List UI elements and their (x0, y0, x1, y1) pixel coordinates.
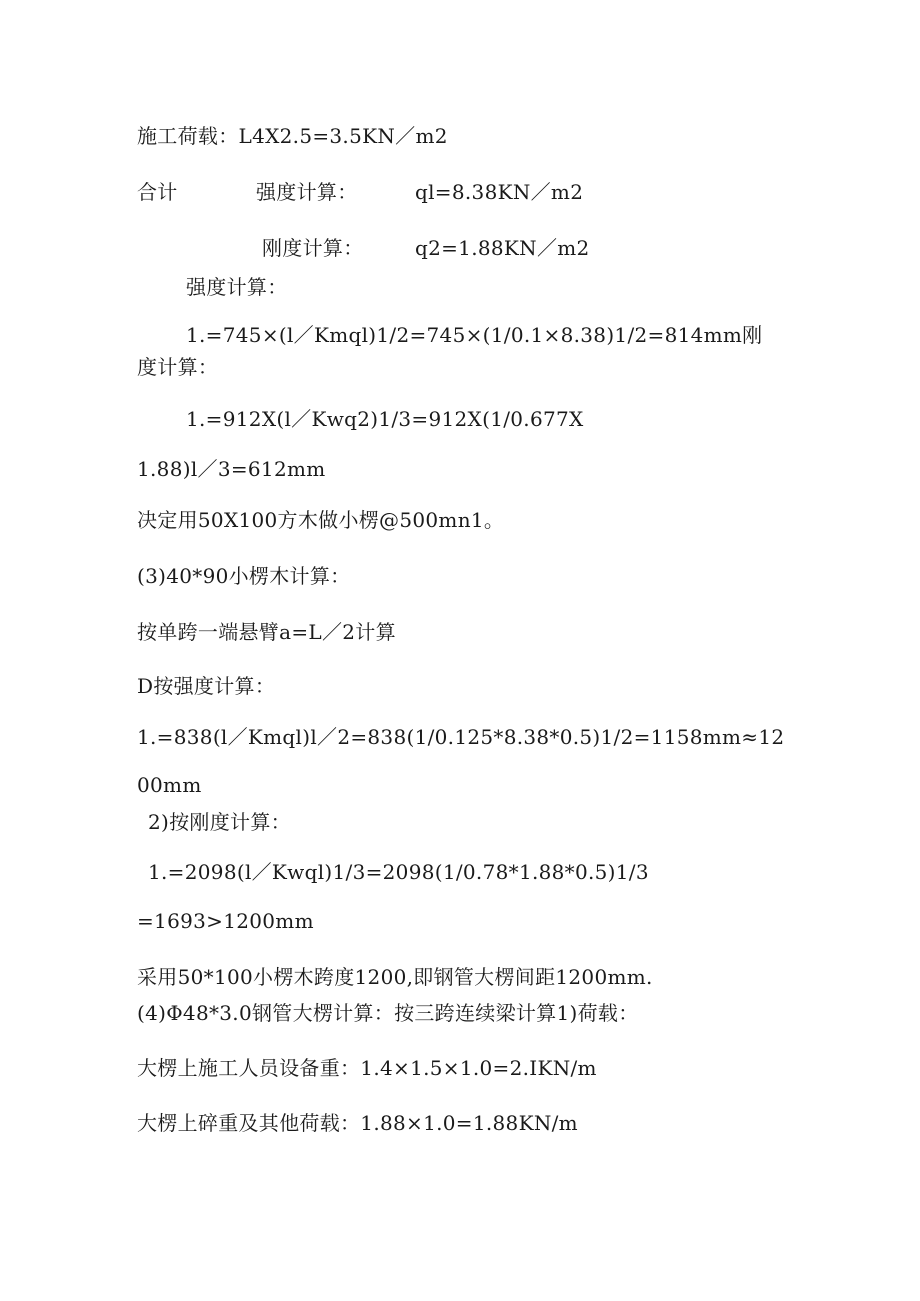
text-line: 2)按刚度计算： (148, 810, 291, 834)
text-line: 刚度计算： (262, 236, 364, 260)
text-line: 强度计算： (256, 180, 358, 204)
text-line: 按单跨一端悬臂a=L／2计算 (137, 620, 396, 644)
text-line: 采用50*100小楞木跨度1200,即钢管大楞间距1200mm. (137, 965, 653, 989)
text-line: 1.=838(l／Kmql)l／2=838(1/0.125*8.38*0.5)1/2=1158mm≈12 (137, 725, 785, 749)
text-line: ql=8.38KN／m2 (415, 180, 584, 204)
text-line: 大楞上碎重及其他荷载：1.88×1.0=1.88KN/m (137, 1111, 578, 1135)
text-line: 大楞上施工人员设备重：1.4×1.5×1.0=2.IKN/m (137, 1056, 597, 1080)
text-line: 决定用50X100方木做小楞@500mn1。 (137, 508, 505, 532)
text-line: 合计 (137, 180, 178, 204)
text-line: 1.=912X(l／Kwq2)1/3=912X(1/0.677X (186, 407, 584, 431)
text-line: 施工荷载：L4X2.5=3.5KN／m2 (137, 124, 448, 148)
text-line: 00mm (137, 773, 202, 797)
text-line: 度计算： (137, 355, 219, 379)
text-line: D按强度计算： (137, 674, 276, 698)
text-line: 1.=2098(l／Kwql)1/3=2098(1/0.78*1.88*0.5)1/3 (148, 860, 649, 884)
text-line: q2=1.88KN／m2 (415, 236, 590, 260)
text-line: =1693>1200mm (137, 909, 314, 933)
text-line: 1.=745×(l／Kmql)1/2=745×(1/0.1×8.38)1/2=814mm刚 (186, 323, 763, 347)
text-line: 强度计算： (186, 275, 288, 299)
text-line: (4)Φ48*3.0钢管大楞计算：按三跨连续梁计算1)荷载： (137, 1001, 639, 1025)
text-line: 1.88)l／3=612mm (137, 457, 326, 481)
text-line: (3)40*90小楞木计算： (137, 564, 351, 588)
